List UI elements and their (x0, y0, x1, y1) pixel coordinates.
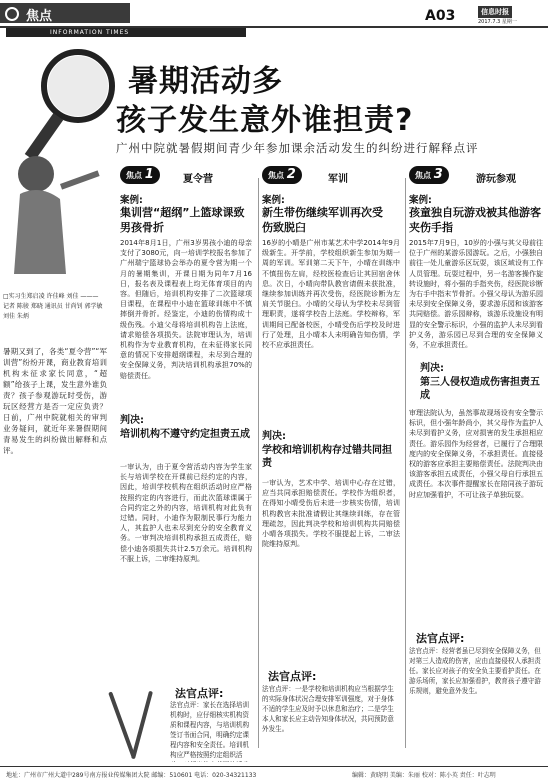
footer-address: 地址：广州市广州大道中289号南方报业传媒集团大院 邮编：510601 电话：020-34321133 (6, 772, 257, 779)
column-divider (405, 178, 406, 748)
case-label: 案例: (262, 195, 285, 206)
footer-rule (0, 766, 548, 767)
judgment-headline: 第三人侵权造成伤害担责五成 (420, 377, 540, 401)
judgment-body: 审理法院认为，虽然事故现场设有安全警示标识，但小强年龄尚小，其父母作为监护人未尽到看护义务，应对损害的发生承担相应责任。游乐园作为经营者，已履行了合理限度内的安全保障义务，不承担责任。直接侵权的游客应承担主要赔偿责任。法院判决由该游客承担五成责任，小强父母自行承担五成责任。本次事件提醒家长在陪同孩子游玩时应加强看护，不可让孩子单独玩耍。 (409, 409, 543, 499)
byline: □实习生郑启凌 许佳峰 刘佳 ——— 记者 陈骏 郑晓 通讯员 甘尚钊 郭学敏 刘佳 朱炳 (3, 293, 103, 320)
focus-label: 焦点 (415, 171, 431, 180)
judge-comment: 法官点评：一是学校和培训机构应当根据学生的实际身体状况合理安排军训强度，对于身体不适的学生应及时予以休息和治疗；二是学生本人和家长应主动告知身体状况，共同预防意外发生。 (262, 685, 394, 733)
issue-date: 2017.7.3 星期一 (478, 19, 517, 25)
intro-text: 暑期又到了，各类“夏令营”“军训营”纷纷开课，商业教育培训机构未征求家长同意，“超额”给孩子上课，发生意外谁负责？孩子参观游玩时受伤，游玩区经营方是否一定应负责？日前，广州中院就相关的审判业务疑问，就近年来暑假期间青易发生的纠纷做出解释和点评。 (3, 347, 107, 455)
case-body: 2014年8月1日，广州3岁男孩小迪的母亲支付了3080元，向一培训学校报名参加了广州瑞宁篮球协会举办的夏令营为期一个月的暑期集训，开课日期为同年7月16日，报名表及课程表上均无体育项目的内容。但随后，培训机构安排了二次篮球项目课程，在课程中小迪在篮球训练中不慎摔倒并骨折。经鉴定，小迪的伤情构成十级伤残。小迪父母将培训机构告上法庭，请求赔偿各项损失。法院审理认为，培训机构作为专业教育机构，在未征得家长同意的情况下安排超纲课程，未尽到合理的安全保障义务，判决培训机构承担70%的赔偿责任。 (120, 239, 252, 380)
case-label: 案例: (120, 195, 143, 206)
case-headline: 集训营“超纲”上篮球课致男孩骨折 (120, 206, 245, 234)
focus-label: 焦点 (268, 171, 284, 180)
magnifier-icon (5, 7, 19, 21)
section-title: 游玩参观 (476, 174, 516, 185)
judgment-headline: 培训机构不遵守约定担责五成 (120, 429, 250, 440)
headline-line1: 暑期活动多 (128, 64, 283, 99)
header-rule (0, 26, 548, 28)
judgment-label: 判决: (262, 431, 286, 442)
magnifier-child-illustration (0, 34, 120, 286)
judgment-headline: 学校和培训机构存过错共同担责 (262, 445, 392, 469)
judge-comment: 法官点评：家长在选择培训机构时，应仔细核实机构资质和课程内容，与培训机构签订书面合同，明确约定课程内容和安全责任。培训机构应严格按照约定组织活 (170, 701, 250, 759)
judgment-body: 一审认为，艺术中学、培训中心存在过错，应当共同承担赔偿责任。学校作为组织者，在得知小晴受伤后未进一步核实伤情，培训机构教官未批准请假让其继续训练，存在管理疏忽，因此判决学校和培训机构共同赔偿小晴各项损失。学校不服提起上诉，二审法院维持原判。 (262, 479, 400, 549)
section-name: 焦点 (26, 9, 53, 24)
section-tab (0, 3, 130, 23)
focus-number: 1 (144, 167, 154, 182)
focus-badge-3 (409, 166, 449, 184)
focus-number: 3 (433, 167, 443, 182)
focus-number: 2 (286, 167, 296, 182)
case-body: 2015年7月9日，10岁的小强与其父母前往位于广州的某游乐园游玩。之后，小强独自前往一处儿童游乐区玩耍，该区域设有工作人员管理。玩耍过程中，另一名游客操作旋转设施时，将小强的手指夹伤，经医院诊断为右手中指末节骨折。小强父母认为游乐园未尽到安全保障义务，要求游乐园和该游客共同赔偿。游乐园辩称，该游乐设施设有明显的安全警示标识，小强的监护人未尽到看护义务，游乐园已尽到合理的安全保障义务，不应承担责任。 (409, 239, 543, 350)
judge-comment: 法官点评：经营者虽已尽到安全保障义务，但对第三人造成的伤害，应由直接侵权人承担责任。家长应对孩子的安全负主要看护责任。在游乐场所，家长应加强看护，教育孩子遵守游乐规则，避免意外发生。 (409, 647, 541, 695)
paper-name: 信息时报 (478, 6, 512, 18)
focus-badge-1 (120, 166, 160, 184)
crutch-illustration (131, 691, 153, 760)
section-title: 夏令营 (183, 174, 213, 185)
page-number: A03 (425, 8, 456, 24)
footer-credits: 编辑：黄晓明 美编：朱丽 校对：陈小英 责任：叶志明 (352, 772, 496, 779)
focus-badge-2 (262, 166, 302, 184)
judge-comment-label: 法官点评: (175, 687, 224, 700)
judgment-label: 判决: (120, 415, 144, 426)
judge-comment-label: 法官点评: (416, 632, 465, 645)
case-headline: 新生带伤继续军训再次受伤致脱臼 (262, 206, 383, 234)
judge-comment-label: 法官点评: (268, 670, 317, 683)
case-body: 16岁的小晴是广州市某艺术中学2014年9月级新生。开学前，学校组织新生参加为期一周的军训。军训第二天下午，小晴在训练中不慎扭伤左肩，经校医检查后让其回宿舍休息。次日，小晴向带队教官请假未获批准，继续参加训练并再次受伤，经医院诊断为左肩关节脱臼。小晴的父母认为学校未尽到管理职责，遂将学校告上法庭。学校辩称，军训期间已配备校医，小晴受伤后学校及时进行了处理，且小晴本人未明确告知伤情，学校不应承担责任。 (262, 239, 400, 350)
section-title: 军训 (328, 174, 348, 185)
section-en: INFORMATION TIMES (6, 28, 246, 37)
crutch-illustration (108, 691, 136, 758)
judgment-label: 判决: (420, 363, 444, 374)
case-label: 案例: (409, 195, 432, 206)
focus-label: 焦点 (126, 171, 142, 180)
column-divider (258, 178, 259, 748)
case-headline: 孩童独自玩游戏被其他游客夹伤手指 (409, 206, 541, 234)
judgment-body: 一审认为，由于夏令营活动内容为学生家长与培训学校在开课前已经约定的内容，因此，培训学校机构在组织活动时应严格按照约定的内容进行，而此次篮球课属于合同约定之外的内容，培训机构对此负有过错。同时，小迪作为限制民事行为能力人，其监护人也未尽到充分的安全教育义务。一审判决培训机构承担五成责任，赔偿小迪各项损失共计2.5万余元。培训机构不服上诉，二审维持原判。 (120, 463, 252, 563)
headline-line2: 孩子发生意外谁担责? (116, 103, 414, 138)
subheadline: 广州中院就暑假期间青少年参加课余活动发生的纠纷进行解释点评 (116, 141, 479, 155)
